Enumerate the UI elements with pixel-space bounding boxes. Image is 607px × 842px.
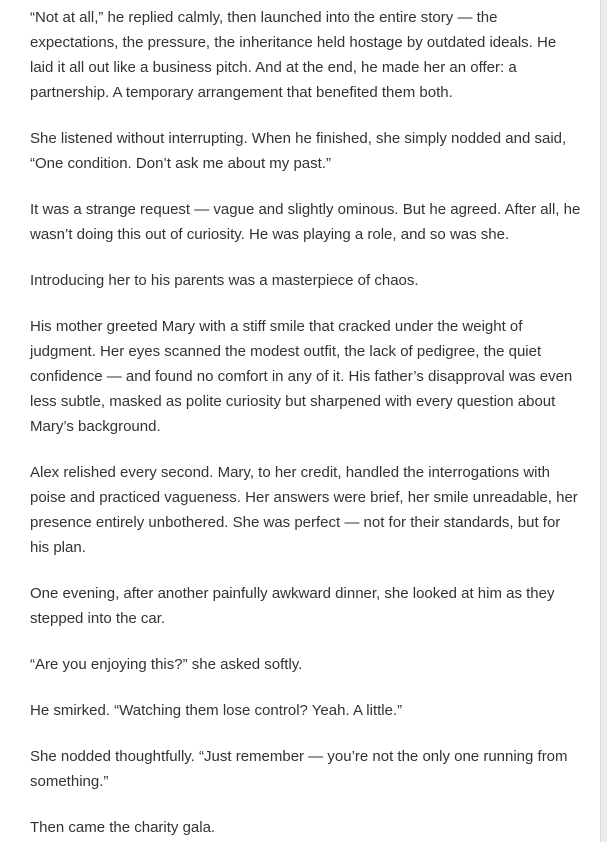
paragraph: One evening, after another painfully awkward dinner, she looked at him as they stepped into the car. [30, 585, 555, 627]
paragraph: Introducing her to his parents was a masterpiece of chaos. [30, 272, 419, 289]
paragraph: Then came the charity gala. [30, 819, 216, 836]
paragraph: “Are you enjoying this?” she asked softly. [30, 656, 303, 673]
story-text [30, 5, 582, 842]
paragraph: His mother greeted Mary with a stiff smile that cracked under the weight of judgment. Her eyes scanned the modest outfit, the lack of pedigree, the quiet confidence — and found no comfort in any of it. His father’s disapproval was even less subtle, masked as polite curiosity but sharpened with every question about Mary’s background. [30, 318, 573, 435]
paragraph: It was a strange request — vague and slightly ominous. But he agreed. After all, he wasn’t doing this out of curiosity. He was playing a role, and so was she. [30, 201, 581, 243]
paragraph: Alex relished every second. Mary, to her credit, handled the interrogations with poise and practiced vagueness. Her answers were brief, her smile unreadable, her presence entirely unbothered. She was perfect — not for their standards, but for his plan. [30, 464, 578, 556]
paragraph: She nodded thoughtfully. “Just remember — you’re not the only one running from something.” [30, 748, 568, 790]
scrollbar[interactable] [600, 0, 607, 842]
paragraph: “Not at all,” he replied calmly, then launched into the entire story — the expectations, the pressure, the inheritance held hostage by outdated ideals. He laid it all out like a business pitch. And at the end, he made her an offer: a partnership. A temporary arrangement that benefited them both. [30, 9, 557, 101]
paragraph: She listened without interrupting. When he finished, she simply nodded and said, “One condition. Don’t ask me about my past.” [30, 130, 567, 172]
paragraph: He smirked. “Watching them lose control? Yeah. A little.” [30, 702, 403, 719]
